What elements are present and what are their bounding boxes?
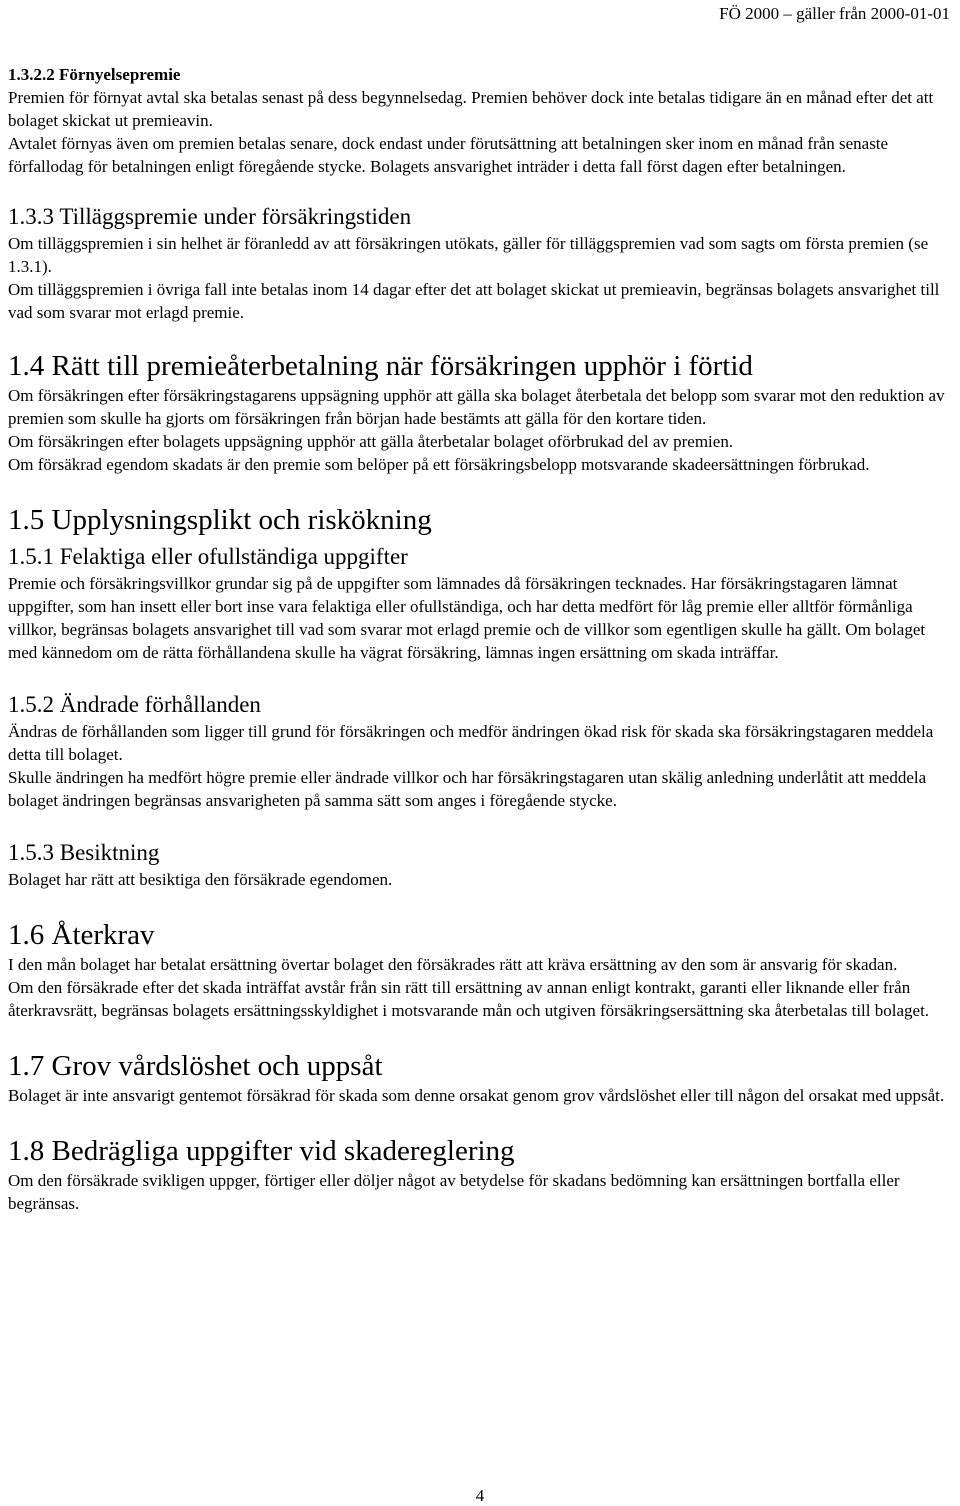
page-number: 4 <box>475 1486 485 1505</box>
paragraph: Bolaget har rätt att besiktiga den försäkrade egendomen. <box>8 870 393 889</box>
paragraph: Ändras de förhållanden som ligger till grund för försäkringen och medför ändringen ökad risk för skada ska försäkringstagaren meddela detta till bolaget. <box>8 722 934 764</box>
paragraph: Om tilläggspremien i övriga fall inte betalas inom 14 dagar efter det att bolaget skickat ut premieavin, begränsas bolagets ansvarighet till vad som svarar mot erlagd premie. <box>8 280 940 322</box>
spacer <box>8 1107 948 1133</box>
paragraph: Avtalet förnyas även om premien betalas senare, dock endast under förutsättning att betalningen sker inom en månad från senaste förfallodag för betalningen enligt föregående stycke. Bolagets ansvarighet inträder i detta fall först dagen efter betalningen. <box>8 134 889 176</box>
heading-1-6: 1.6 Återkrav <box>8 919 155 951</box>
heading-1-3-2-2: 1.3.2.2 Förnyelsepremie <box>8 65 181 84</box>
spacer <box>8 476 948 502</box>
page-header: FÖ 2000 – gäller från 2000-01-01 <box>719 4 950 23</box>
heading-1-3-3: 1.3.3 Tilläggspremie under försäkringstiden <box>8 204 412 229</box>
paragraph: Om försäkringen efter bolagets uppsägning upphör att gälla återbetalar bolaget oförbrukad del av premien. <box>8 432 734 451</box>
heading-1-5-2: 1.5.2 Ändrade förhållanden <box>8 692 261 717</box>
heading-1-8: 1.8 Bedrägliga uppgifter vid skadereglering <box>8 1135 515 1167</box>
spacer <box>8 1022 948 1048</box>
paragraph: Om försäkrad egendom skadats är den premie som belöper på ett försäkringsbelopp motsvarande skadeersättningen förbrukad. <box>8 455 870 474</box>
document-body <box>8 64 948 1215</box>
heading-1-5: 1.5 Upplysningsplikt och riskökning <box>8 504 432 536</box>
paragraph: Om försäkringen efter försäkringstagarens uppsägning upphör att gälla ska bolaget återbetala det belopp som svarar mot den reduktion av premien som skulle ha gjorts om försäkringen från början hade bestämts att gälla för den kortare tiden. <box>8 386 945 428</box>
heading-1-7: 1.7 Grov vårdslöshet och uppsåt <box>8 1050 383 1082</box>
spacer <box>8 891 948 917</box>
spacer <box>8 812 948 838</box>
spacer <box>8 324 948 348</box>
paragraph: Om den försäkrade efter det skada inträffat avstår från sin rätt till ersättning av annan enligt kontrakt, garanti eller liknande eller från återkravsrätt, begränsas bolagets ersättningsskyldighet i motsvarande mån och utgiven försäkringsersättning ska återbetalas till bolaget. <box>8 978 930 1020</box>
paragraph: Premie och försäkringsvillkor grundar sig på de uppgifter som lämnades då försäkringen tecknades. Har försäkringstagaren lämnat uppgifter, som han insett eller bort inse vara felaktiga eller ofullständiga, och har detta medfört för låg premie eller alltför förmånliga villkor, begränsas bolagets ansvarighet till vad som svarar mot erlagd premie och de villkor som egentligen skulle ha gällt. Om bolaget med kännedom om de rätta förhållandena skulle ha vägrat försäkring, lämnas ingen ersättning om skada inträffar. <box>8 574 926 662</box>
paragraph: Om tilläggspremien i sin helhet är föranledd av att försäkringen utökats, gäller för tilläggspremien vad som sagts om första premien (se 1.3.1). <box>8 234 929 276</box>
spacer <box>8 664 948 690</box>
paragraph: Skulle ändringen ha medfört högre premie eller ändrade villkor och har försäkringstagaren utan skälig anledning underlåtit att meddela bolaget ändringen begränsas ansvarigheten på samma sätt som anges i föregående stycke. <box>8 768 927 810</box>
spacer <box>8 178 948 202</box>
paragraph: I den mån bolaget har betalat ersättning övertar bolaget den försäkrades rätt att kräva ersättning av den som är ansvarig för skadan. <box>8 955 898 974</box>
paragraph: Om den försäkrade svikligen uppger, förtiger eller döljer något av betydelse för skadans bedömning kan ersättningen bortfalla eller begränsas. <box>8 1171 900 1213</box>
paragraph: Premien för förnyat avtal ska betalas senast på dess begynnelsedag. Premien behöver dock inte betalas tidigare än en månad efter det att bolaget skickat ut premieavin. <box>8 88 934 130</box>
heading-1-5-3: 1.5.3 Besiktning <box>8 840 160 865</box>
heading-1-4: 1.4 Rätt till premieåterbetalning när försäkringen upphör i förtid <box>8 350 753 382</box>
paragraph: Bolaget är inte ansvarigt gentemot försäkrad för skada som denne orsakat genom grov vårdslöshet eller till någon del orsakat med uppsåt. <box>8 1086 945 1105</box>
heading-1-5-1: 1.5.1 Felaktiga eller ofullständiga uppgifter <box>8 544 408 569</box>
